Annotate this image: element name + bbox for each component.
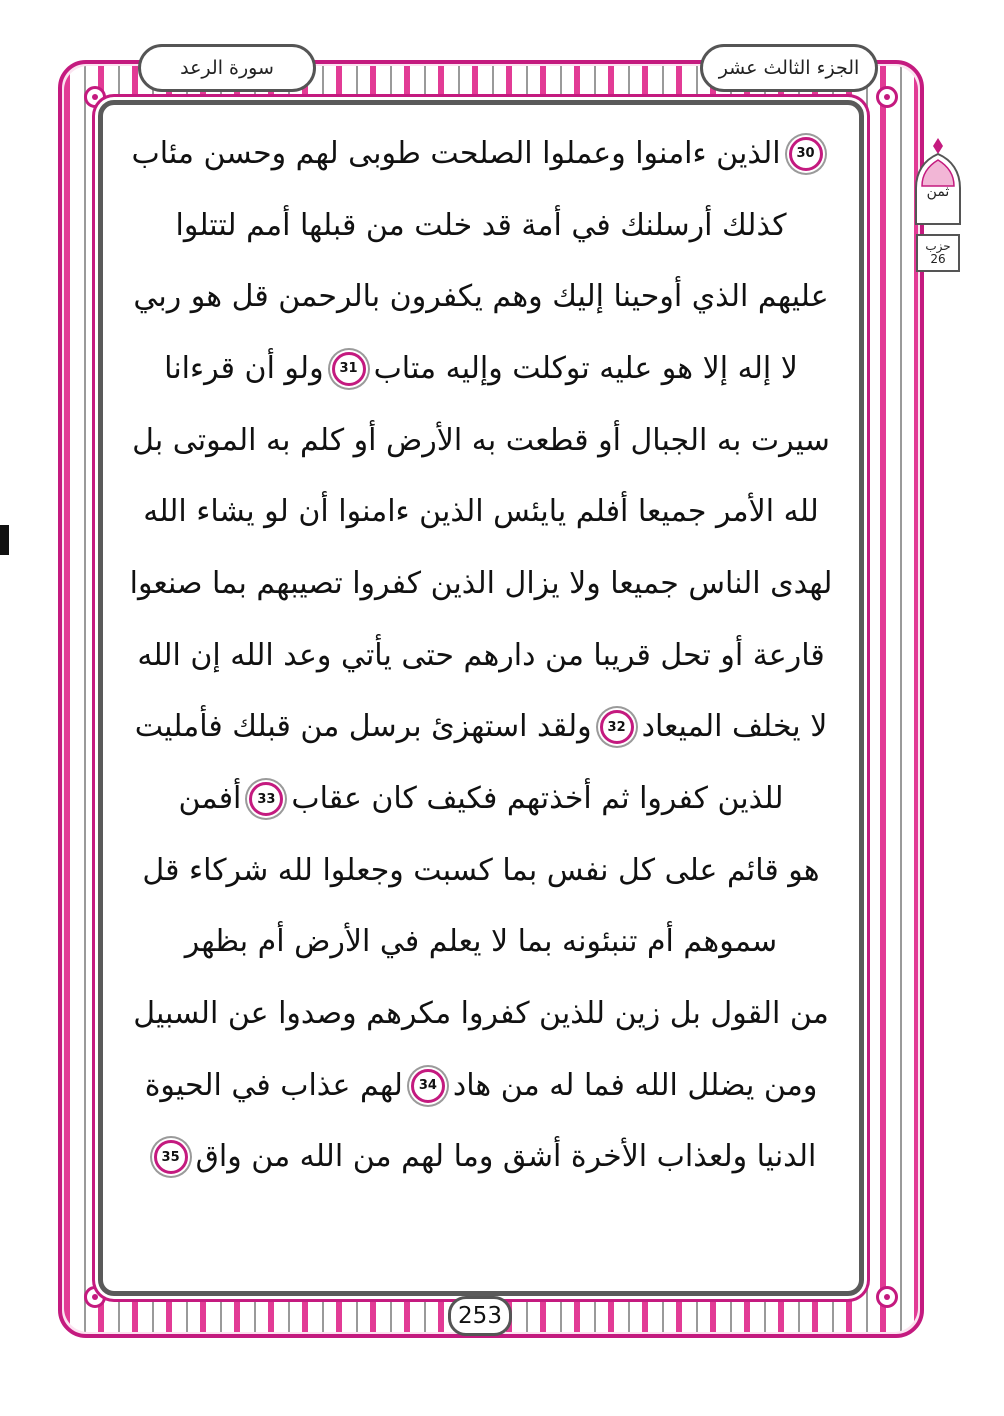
verse-line xyxy=(112,548,850,620)
verse-text: أفمن xyxy=(178,781,242,817)
verse-text: كذلك أرسلنك في أمة قد خلت من قبلها أمم لتتلوا xyxy=(175,207,787,243)
juz-name-label: الجزء الثالث عشر xyxy=(718,57,860,79)
page-number-label: 253 xyxy=(458,1303,502,1329)
verse-line xyxy=(112,261,850,333)
verse-line xyxy=(112,907,850,979)
verse-line xyxy=(112,1122,850,1194)
verse-line xyxy=(112,692,850,764)
verse-line xyxy=(112,763,850,835)
verse-text: لا إله إلا هو عليه توكلت وإليه متاب xyxy=(373,350,798,386)
verse-number-marker: 34 xyxy=(411,1069,445,1103)
verse-text: سموهم أم تنبئونه بما لا يعلم في الأرض أم بظهر xyxy=(184,924,778,960)
verse-number-marker: 33 xyxy=(249,782,283,816)
verse-text: هو قائم على كل نفس بما كسبت وجعلوا لله شركاء قل xyxy=(142,852,820,888)
verse-text: من القول بل زين للذين كفروا مكرهم وصدوا عن السبيل xyxy=(133,996,829,1032)
verse-line xyxy=(112,1050,850,1122)
hizb-side-marker xyxy=(912,136,964,272)
verse-number-marker: 31 xyxy=(332,352,366,386)
verse-text: لهم عذاب في الحيوة xyxy=(144,1067,403,1103)
verse-line xyxy=(112,620,850,692)
juz-name-cartouche xyxy=(700,44,878,92)
verse-line xyxy=(112,476,850,548)
verse-text: ولقد استهزئ برسل من قبلك فأمليت xyxy=(134,709,592,745)
verse-text: للذين كفروا ثم أخذتهم فكيف كان عقاب xyxy=(291,781,784,817)
verse-line xyxy=(112,978,850,1050)
page-number xyxy=(448,1296,512,1336)
verse-number-marker: 32 xyxy=(600,710,634,744)
surah-name-label: سورة الرعد xyxy=(180,57,274,79)
verse-text: ومن يضلل الله فما له من هاد xyxy=(452,1067,818,1103)
scan-edge-mark xyxy=(0,525,9,555)
verse-text: لهدى الناس جميعا ولا يزال الذين كفروا تصيبهم بما صنعوا xyxy=(129,565,833,601)
verse-number-marker: 35 xyxy=(154,1140,188,1174)
verse-line xyxy=(112,190,850,262)
verse-number-marker: 30 xyxy=(789,137,823,171)
hizb-quarter-label: ثمن xyxy=(926,184,950,200)
verse-text: الدنيا ولعذاب الأخرة أشق وما لهم من الله من واق xyxy=(195,1139,817,1175)
verse-line xyxy=(112,333,850,405)
verse-line xyxy=(112,405,850,477)
corner-ornament-bottom-right xyxy=(876,1286,898,1308)
verse-text: لا يخلف الميعاد xyxy=(641,709,828,745)
verse-line xyxy=(112,835,850,907)
hizb-label: حزب xyxy=(925,238,951,253)
verse-text: عليهم الذي أوحينا إليك وهم يكفرون بالرحمن قل هو ربي xyxy=(133,279,829,315)
verse-text: سيرت به الجبال أو قطعت به الأرض أو كلم به الموتى بل xyxy=(132,422,830,458)
verse-lines xyxy=(112,118,850,1193)
hizb-number: 26 xyxy=(930,252,946,266)
verse-text: لله الأمر جميعا أفلم يايئس الذين ءامنوا أن لو يشاء الله xyxy=(143,494,819,530)
corner-ornament-top-right xyxy=(876,86,898,108)
verse-text: ولو أن قرءانا xyxy=(164,350,324,386)
hizb-ornament-icon xyxy=(912,136,964,226)
verse-text: الذين ءامنوا وعملوا الصلحت طوبى لهم وحسن مئاب xyxy=(131,135,781,171)
hizb-number-box xyxy=(916,234,960,272)
surah-name-cartouche xyxy=(138,44,316,92)
verse-text: قارعة أو تحل قريبا من دارهم حتى يأتي وعد الله إن الله xyxy=(137,637,825,673)
verse-line xyxy=(112,118,850,190)
